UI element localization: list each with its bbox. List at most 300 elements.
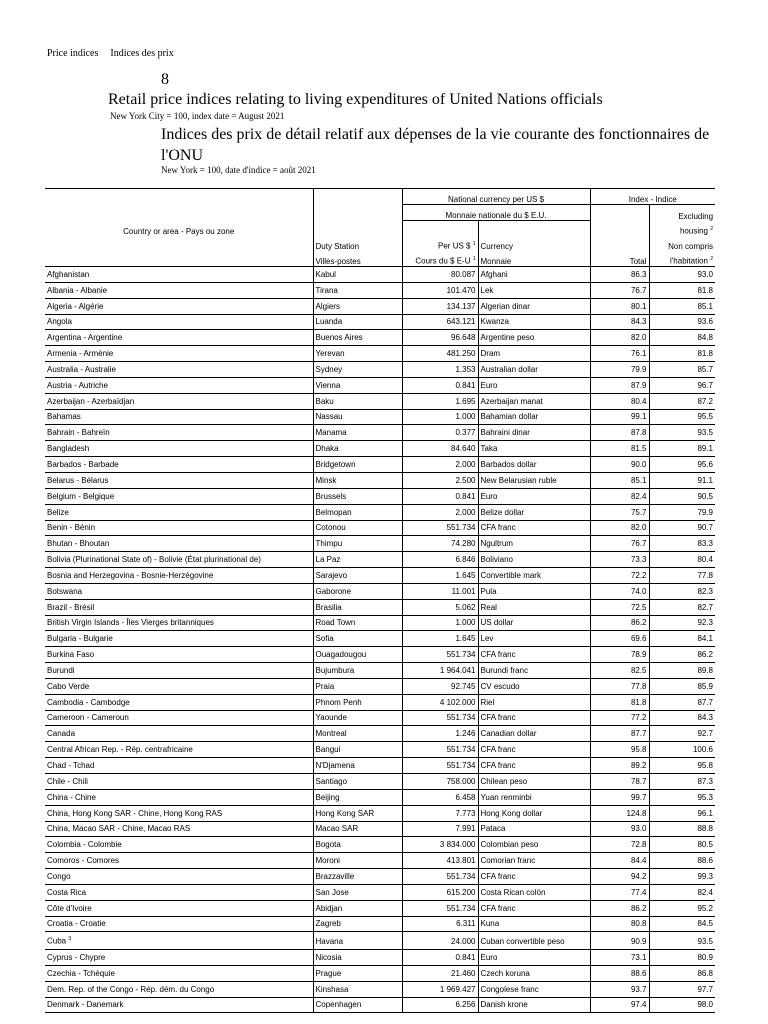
duty-station-cell: San Jose: [313, 884, 402, 900]
currency-cell: Afghani: [478, 267, 590, 283]
excl-housing-index-cell: 80.4: [649, 552, 715, 568]
country-cell: Bolivia (Plurinational State of) - Bolivie (État plurinational de): [45, 552, 313, 568]
currency-cell: New Belarusian ruble: [478, 472, 590, 488]
country-cell: Costa Rica: [45, 884, 313, 900]
country-cell: Albania - Albanie: [45, 282, 313, 298]
excl-housing-index-cell: 91.1: [649, 472, 715, 488]
country-cell: Bhutan - Bhoutan: [45, 536, 313, 552]
rate-cell: 551.734: [402, 869, 478, 885]
currency-cell: US dollar: [478, 615, 590, 631]
total-index-cell: 76.7: [590, 536, 649, 552]
currency-cell: Pataca: [478, 821, 590, 837]
table-row: [45, 837, 715, 853]
total-index-cell: 84.4: [590, 853, 649, 869]
duty-station-cell: Thimpu: [313, 536, 402, 552]
table-row: [45, 504, 715, 520]
country-cell: Chile - Chili: [45, 774, 313, 790]
total-index-cell: 74.0: [590, 583, 649, 599]
currency-cell: Australian dollar: [478, 362, 590, 378]
excl-housing-index-cell: 93.5: [649, 932, 715, 950]
table-row: [45, 472, 715, 488]
total-header: Total: [590, 251, 649, 267]
currency-cell: Azerbaijan manat: [478, 393, 590, 409]
duty-station-cell: Bangui: [313, 742, 402, 758]
total-index-cell: 87.9: [590, 377, 649, 393]
excl-housing-index-cell: 87.3: [649, 774, 715, 790]
excl-housing-index-cell: 93.5: [649, 425, 715, 441]
table-row: [45, 298, 715, 314]
total-index-cell: 80.8: [590, 916, 649, 932]
total-index-cell: 80.4: [590, 393, 649, 409]
rate-cell: 0.841: [402, 950, 478, 966]
country-cell: Denmark - Danemark: [45, 997, 313, 1013]
rate-cell: 551.734: [402, 900, 478, 916]
rate-cell: 0.841: [402, 488, 478, 504]
duty-station-cell: Moroni: [313, 853, 402, 869]
rate-cell: 1.246: [402, 726, 478, 742]
table-row: [45, 997, 715, 1013]
country-cell: Cameroon - Cameroun: [45, 710, 313, 726]
country-cell: Cyprus - Chypre: [45, 950, 313, 966]
duty-station-cell: Minsk: [313, 472, 402, 488]
table-row: [45, 932, 715, 950]
total-index-cell: 84.3: [590, 314, 649, 330]
country-cell: Chad - Tchad: [45, 758, 313, 774]
table-row: [45, 742, 715, 758]
excl-housing-index-cell: 79.9: [649, 504, 715, 520]
rate-cell: 0.841: [402, 377, 478, 393]
country-cell: Burundi: [45, 663, 313, 679]
currency-cell: Hong Kong dollar: [478, 805, 590, 821]
price-index-table: [45, 188, 715, 1013]
table-row: [45, 425, 715, 441]
duty-station-cell: Tirana: [313, 282, 402, 298]
country-cell: China - Chine: [45, 789, 313, 805]
subtitle-en: New York City = 100, index date = August 2021: [110, 111, 285, 121]
total-index-cell: 69.6: [590, 631, 649, 647]
excl-housing-index-cell: 83.3: [649, 536, 715, 552]
total-index-cell: 72.5: [590, 599, 649, 615]
rate-cell: 11.001: [402, 583, 478, 599]
table-row: [45, 441, 715, 457]
excl-housing-index-cell: 88.6: [649, 853, 715, 869]
duty-station-cell: Sarajevo: [313, 568, 402, 584]
country-cell: Bangladesh: [45, 441, 313, 457]
table-row: [45, 552, 715, 568]
rate-cell: 615.200: [402, 884, 478, 900]
country-cell: Bahrain - Bahreïn: [45, 425, 313, 441]
excl-housing-index-cell: 84.3: [649, 710, 715, 726]
duty-station-cell: Vienna: [313, 377, 402, 393]
excluding-header-1: Excluding: [649, 205, 715, 221]
country-cell: Comoros - Comores: [45, 853, 313, 869]
duty-station-cell: Praia: [313, 678, 402, 694]
country-cell: Afghanistan: [45, 267, 313, 283]
country-cell: Belgium - Belgique: [45, 488, 313, 504]
total-index-cell: 124.8: [590, 805, 649, 821]
currency-cell: Comorian franc: [478, 853, 590, 869]
rate-cell: 551.734: [402, 520, 478, 536]
duty-station-cell: Yaounde: [313, 710, 402, 726]
currency-cell: Taka: [478, 441, 590, 457]
total-index-cell: 76.1: [590, 346, 649, 362]
duty-station-cell: Prague: [313, 965, 402, 981]
excl-housing-index-cell: 82.3: [649, 583, 715, 599]
excl-housing-index-cell: 77.8: [649, 568, 715, 584]
country-cell: British Virgin Islands - Îles Vierges britanniques: [45, 615, 313, 631]
table-row: [45, 346, 715, 362]
excl-housing-index-cell: 93.6: [649, 314, 715, 330]
table-row: [45, 647, 715, 663]
excl-housing-index-cell: 85.9: [649, 678, 715, 694]
title-en: Retail price indices relating to living expenditures of United Nations officials: [108, 91, 603, 108]
total-index-cell: 77.8: [590, 678, 649, 694]
excl-housing-index-cell: 80.5: [649, 837, 715, 853]
excl-housing-index-cell: 98.0: [649, 997, 715, 1013]
duty-station-cell: Brazzaville: [313, 869, 402, 885]
duty-station-cell: Abidjan: [313, 900, 402, 916]
rate-cell: 96.648: [402, 330, 478, 346]
rate-cell: 413.801: [402, 853, 478, 869]
table-row: [45, 950, 715, 966]
rate-cell: 84.640: [402, 441, 478, 457]
duty-station-cell: Brussels: [313, 488, 402, 504]
country-cell: Congo: [45, 869, 313, 885]
excl-housing-index-cell: 93.0: [649, 267, 715, 283]
currency-cell: Colombian peso: [478, 837, 590, 853]
duty-station-cell: Gaborone: [313, 583, 402, 599]
rate-cell: 1.000: [402, 615, 478, 631]
duty-station-cell: Bogota: [313, 837, 402, 853]
rate-cell: 1 969.427: [402, 981, 478, 997]
duty-station-cell: Dhaka: [313, 441, 402, 457]
country-cell: Cambodia - Cambodge: [45, 694, 313, 710]
total-index-cell: 72.2: [590, 568, 649, 584]
table-row: [45, 694, 715, 710]
country-cell: Czechia - Tchéquie: [45, 965, 313, 981]
excl-housing-index-cell: 85.7: [649, 362, 715, 378]
rate-cell: 1.353: [402, 362, 478, 378]
country-cell: Austria - Autriche: [45, 377, 313, 393]
total-index-cell: 95.8: [590, 742, 649, 758]
rate-cell: 3 834.000: [402, 837, 478, 853]
excluding-header-2: housing $^2$: [649, 221, 715, 237]
currency-cell: Lek: [478, 282, 590, 298]
country-cell: Belarus - Bélarus: [45, 472, 313, 488]
rate-cell: 643.121: [402, 314, 478, 330]
rate-cell: 551.734: [402, 742, 478, 758]
rate-cell: 6.458: [402, 789, 478, 805]
excl-housing-index-cell: 84.8: [649, 330, 715, 346]
currency-cell: Kwanza: [478, 314, 590, 330]
table-row: [45, 393, 715, 409]
rate-cell: 6.846: [402, 552, 478, 568]
currency-cell: Belize dollar: [478, 504, 590, 520]
excl-housing-index-cell: 97.7: [649, 981, 715, 997]
currency-cell: Kuna: [478, 916, 590, 932]
duty-station-cell: Buenos Aires: [313, 330, 402, 346]
currency-cell: Ngultrum: [478, 536, 590, 552]
country-cell: China, Macao SAR - Chine, Macao RAS: [45, 821, 313, 837]
total-index-cell: 90.0: [590, 457, 649, 473]
excl-housing-index-cell: 82.7: [649, 599, 715, 615]
table-row: [45, 314, 715, 330]
table-row: [45, 965, 715, 981]
excl-housing-index-cell: 87.7: [649, 694, 715, 710]
duty-station-cell: Sydney: [313, 362, 402, 378]
table-row: [45, 330, 715, 346]
national-currency-header-fr: Monnaie nationale du $ E.U.: [402, 205, 590, 221]
currency-cell: CFA franc: [478, 647, 590, 663]
rate-cell: 7.991: [402, 821, 478, 837]
excluding-header-3: Non compris: [649, 236, 715, 251]
currency-header-en: Currency: [478, 236, 590, 251]
rate-cell: 2.500: [402, 472, 478, 488]
duty-station-cell: Kabul: [313, 267, 402, 283]
table-row: [45, 282, 715, 298]
rate-cell: 551.734: [402, 758, 478, 774]
total-index-cell: 87.7: [590, 726, 649, 742]
table-row: [45, 267, 715, 283]
currency-cell: Argentine peso: [478, 330, 590, 346]
duty-station-cell: Cotonou: [313, 520, 402, 536]
duty-station-cell: Ouagadougou: [313, 647, 402, 663]
total-index-cell: 87.8: [590, 425, 649, 441]
currency-cell: Czech koruna: [478, 965, 590, 981]
excl-housing-index-cell: 95.8: [649, 758, 715, 774]
total-index-cell: 81.8: [590, 694, 649, 710]
currency-cell: Lev: [478, 631, 590, 647]
total-index-cell: 85.1: [590, 472, 649, 488]
duty-station-cell: Baku: [313, 393, 402, 409]
total-index-cell: 88.6: [590, 965, 649, 981]
currency-cell: Burundi franc: [478, 663, 590, 679]
duty-station-cell: Copenhagen: [313, 997, 402, 1013]
total-index-cell: 81.5: [590, 441, 649, 457]
rate-cell: 758.000: [402, 774, 478, 790]
rate-cell: 2.000: [402, 504, 478, 520]
currency-cell: CFA franc: [478, 742, 590, 758]
country-cell: Belize: [45, 504, 313, 520]
country-cell: Bahamas: [45, 409, 313, 425]
total-index-cell: 80.1: [590, 298, 649, 314]
total-index-cell: 78.9: [590, 647, 649, 663]
total-index-cell: 82.5: [590, 663, 649, 679]
per-us-header-fr: Cours du $ E-U $^1$: [402, 251, 478, 267]
excl-housing-index-cell: 96.7: [649, 377, 715, 393]
duty-station-cell: Kinshasa: [313, 981, 402, 997]
table-row: [45, 615, 715, 631]
rate-cell: 80.087: [402, 267, 478, 283]
duty-station-cell: Luanda: [313, 314, 402, 330]
rate-cell: 24.000: [402, 932, 478, 950]
rate-cell: 551.734: [402, 710, 478, 726]
table-row: [45, 536, 715, 552]
duty-station-header-en: Duty Station: [313, 236, 402, 251]
total-index-cell: 94.2: [590, 869, 649, 885]
currency-cell: CFA franc: [478, 869, 590, 885]
rate-cell: 1.645: [402, 631, 478, 647]
country-cell: Botswana: [45, 583, 313, 599]
table-body: [45, 267, 715, 1013]
table-row: [45, 568, 715, 584]
rate-cell: 4 102.000: [402, 694, 478, 710]
excl-housing-index-cell: 90.7: [649, 520, 715, 536]
country-cell: Angola: [45, 314, 313, 330]
rate-cell: 1.645: [402, 568, 478, 584]
currency-cell: Congolese franc: [478, 981, 590, 997]
duty-station-cell: Zagreb: [313, 916, 402, 932]
excl-housing-index-cell: 82.4: [649, 884, 715, 900]
currency-cell: Bahamian dollar: [478, 409, 590, 425]
rate-cell: 2.000: [402, 457, 478, 473]
country-cell: Cuba $^3$: [45, 932, 313, 950]
currency-cell: Euro: [478, 377, 590, 393]
footnote-marker: 3: [68, 936, 72, 943]
subtitle-fr: New York = 100, date d'indice = août 2021: [161, 165, 316, 175]
total-index-cell: 76.7: [590, 282, 649, 298]
country-cell: Australia - Australie: [45, 362, 313, 378]
total-index-cell: 73.3: [590, 552, 649, 568]
rate-cell: 1 964.041: [402, 663, 478, 679]
duty-station-cell: Yerevan: [313, 346, 402, 362]
currency-cell: CFA franc: [478, 710, 590, 726]
duty-station-cell: N'Djamena: [313, 758, 402, 774]
table-row: [45, 869, 715, 885]
country-header: Country or area - Pays ou zone: [123, 227, 235, 236]
country-cell: Benin - Bénin: [45, 520, 313, 536]
country-cell: Barbados - Barbade: [45, 457, 313, 473]
rate-cell: 5.062: [402, 599, 478, 615]
country-cell: Argentina - Argentine: [45, 330, 313, 346]
rate-cell: 7.773: [402, 805, 478, 821]
excl-housing-index-cell: 86.2: [649, 647, 715, 663]
table-row: [45, 789, 715, 805]
excl-housing-index-cell: 89.1: [649, 441, 715, 457]
currency-cell: Real: [478, 599, 590, 615]
currency-cell: Chilean peso: [478, 774, 590, 790]
currency-cell: Euro: [478, 950, 590, 966]
total-index-cell: 93.7: [590, 981, 649, 997]
table-row: [45, 409, 715, 425]
excl-housing-index-cell: 81.8: [649, 346, 715, 362]
currency-cell: Yuan renminbi: [478, 789, 590, 805]
total-index-cell: 90.9: [590, 932, 649, 950]
running-header-fr: Indices des prix: [110, 48, 174, 59]
country-cell: Algeria - Algérie: [45, 298, 313, 314]
table-row: [45, 678, 715, 694]
rate-cell: 101.470: [402, 282, 478, 298]
rate-cell: 0.377: [402, 425, 478, 441]
excl-housing-index-cell: 85.1: [649, 298, 715, 314]
duty-station-cell: Sofia: [313, 631, 402, 647]
table-row: [45, 900, 715, 916]
total-index-cell: 86.2: [590, 900, 649, 916]
duty-station-cell: Havana: [313, 932, 402, 950]
country-cell: Colombia - Colombie: [45, 837, 313, 853]
rate-cell: 6.311: [402, 916, 478, 932]
rate-cell: 92.745: [402, 678, 478, 694]
excl-housing-index-cell: 92.3: [649, 615, 715, 631]
country-cell: Dem. Rep. of the Congo - Rép. dém. du Congo: [45, 981, 313, 997]
table-row: [45, 758, 715, 774]
duty-station-cell: Algiers: [313, 298, 402, 314]
total-index-cell: 82.0: [590, 330, 649, 346]
country-cell: Azerbaijan - Azerbaïdjan: [45, 393, 313, 409]
duty-station-header-fr: Villes-postes: [313, 251, 402, 267]
currency-cell: Pula: [478, 583, 590, 599]
rate-cell: 481.250: [402, 346, 478, 362]
excl-housing-index-cell: 84.1: [649, 631, 715, 647]
excl-housing-index-cell: 100.6: [649, 742, 715, 758]
rate-cell: 6.256: [402, 997, 478, 1013]
currency-cell: CFA franc: [478, 520, 590, 536]
country-cell: Cabo Verde: [45, 678, 313, 694]
total-index-cell: 79.9: [590, 362, 649, 378]
table-number: 8: [161, 71, 169, 88]
currency-cell: CFA franc: [478, 758, 590, 774]
index-header: Index - Indice: [590, 189, 715, 205]
excl-housing-index-cell: 95.5: [649, 409, 715, 425]
country-cell: Bosnia and Herzegovina - Bosnie-Herzégovine: [45, 568, 313, 584]
rate-cell: 1.695: [402, 393, 478, 409]
total-index-cell: 72.8: [590, 837, 649, 853]
excl-housing-index-cell: 81.8: [649, 282, 715, 298]
table-row: [45, 377, 715, 393]
excl-housing-index-cell: 84.5: [649, 916, 715, 932]
country-cell: Burkina Faso: [45, 647, 313, 663]
table-row: [45, 726, 715, 742]
excl-housing-index-cell: 95.2: [649, 900, 715, 916]
duty-station-cell: Hong Kong SAR: [313, 805, 402, 821]
duty-station-cell: Phnom Penh: [313, 694, 402, 710]
total-index-cell: 77.2: [590, 710, 649, 726]
duty-station-cell: Santiago: [313, 774, 402, 790]
excl-housing-index-cell: 95.3: [649, 789, 715, 805]
rate-cell: 74.280: [402, 536, 478, 552]
table-row: [45, 457, 715, 473]
total-index-cell: 86.2: [590, 615, 649, 631]
country-cell: Brazil - Brésil: [45, 599, 313, 615]
duty-station-cell: Belmopan: [313, 504, 402, 520]
table-row: [45, 599, 715, 615]
country-cell: Côte d'Ivoire: [45, 900, 313, 916]
running-header-en: Price indices: [47, 48, 99, 59]
total-index-cell: 82.0: [590, 520, 649, 536]
excl-housing-index-cell: 88.8: [649, 821, 715, 837]
currency-cell: Convertible mark: [478, 568, 590, 584]
table-row: [45, 853, 715, 869]
country-cell: Croatia - Croatie: [45, 916, 313, 932]
rate-cell: 21.460: [402, 965, 478, 981]
national-currency-header-en: National currency per US $: [402, 189, 590, 205]
currency-cell: Costa Rican colón: [478, 884, 590, 900]
total-index-cell: 93.0: [590, 821, 649, 837]
table-row: [45, 583, 715, 599]
total-index-cell: 82.4: [590, 488, 649, 504]
duty-station-cell: Macao SAR: [313, 821, 402, 837]
table-row: [45, 362, 715, 378]
table-row: [45, 805, 715, 821]
excl-housing-index-cell: 96.1: [649, 805, 715, 821]
total-index-cell: 73.1: [590, 950, 649, 966]
duty-station-cell: Montreal: [313, 726, 402, 742]
table-row: [45, 884, 715, 900]
title-fr: Indices des prix de détail relatif aux dépenses de la vie courante des fonctionnaires de l'ONU: [161, 126, 710, 164]
currency-cell: Canadian dollar: [478, 726, 590, 742]
table-row: [45, 916, 715, 932]
total-index-cell: 77.4: [590, 884, 649, 900]
